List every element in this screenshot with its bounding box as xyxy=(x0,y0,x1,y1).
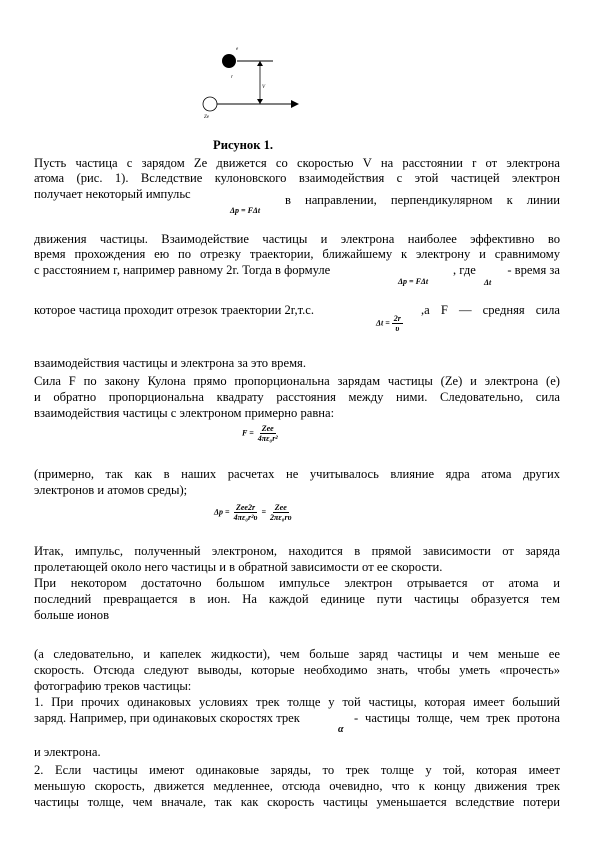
formula-force-den: 4πε₀r² xyxy=(257,434,278,443)
formula-dt-den: υ xyxy=(395,324,400,333)
formula-dt xyxy=(376,314,403,333)
figure-label-r: r xyxy=(231,75,233,80)
paragraph-4-line-4: последний превращается в ион. На каждой единице пути частицы образуется тем xyxy=(34,592,560,606)
paragraph-5-line-5a: заряд. Например, при одинаковых скоростях трек xyxy=(34,711,300,725)
paragraph-5-line-3: фотографию треков частицы: xyxy=(34,679,192,693)
formula-dp-2: Δp = FΔt xyxy=(398,277,429,286)
formula-force xyxy=(242,424,280,443)
figure-label-ze: Ze xyxy=(204,115,209,120)
formula-force-num: Zee xyxy=(261,424,274,433)
alpha-symbol: α xyxy=(338,724,344,735)
formula-dt-num: 2r xyxy=(393,314,401,323)
paragraph-5-line-4: 1. При прочих одинаковых условиях трек толще у той частицы, которая имеет больший xyxy=(34,695,560,709)
paragraph-5-line-6: и электрона. xyxy=(34,745,101,759)
paragraph-3-line-2: электронов и атомов среды); xyxy=(34,483,188,497)
paragraph-1-line-5: время прохождения ею по отрезку траектории, ближайшему к электрону и сравнимому xyxy=(34,247,560,261)
formula-momentum-fraction-2 xyxy=(268,503,293,522)
paragraph-1-line-4: движения частицы. Взаимодействие частицы и электрона наиболее эффективно во xyxy=(34,232,560,246)
paragraph-5-line-5b: - частицы толще, чем трек протона xyxy=(354,711,560,725)
paragraph-1-line-8: взаимодействия частицы и электрона за это время. xyxy=(34,356,306,370)
figure-label-v: V xyxy=(262,85,266,90)
formula-force-fraction xyxy=(256,424,280,443)
paragraph-2-line-3: взаимодействия частицы с электроном примерно равна: xyxy=(34,406,335,420)
formula-momentum-equals: = xyxy=(261,507,267,517)
formula-momentum-num-2: Zee xyxy=(274,503,287,512)
paragraph-1-line-6a: с расстоянием r, например равному 2r. Тогда в формуле xyxy=(34,263,331,277)
formula-momentum-den-1: 4πε₀r²υ xyxy=(233,513,258,522)
formula-dt-symbol: Δt xyxy=(484,278,492,287)
paragraph-1-line-6c: - время за xyxy=(507,263,560,277)
paragraph-4-line-2: пролетающей около него частицы и в обратной зависимости от ее скорости. xyxy=(34,560,443,574)
paragraph-1-line-7a: которое частица проходит отрезок траектории 2r,т.с. xyxy=(34,303,315,317)
paragraph-2-line-2: и обратно пропорциональна квадрату расстояния между ними. Следовательно, сила xyxy=(34,390,560,404)
formula-momentum-lhs: Δp = xyxy=(214,507,230,517)
distance-arrow-down xyxy=(257,99,263,104)
paragraph-4-line-3: При некотором достаточно большом импульсе электрон отрывается от атома и xyxy=(34,576,560,590)
formula-force-lhs: F = xyxy=(242,428,254,438)
paragraph-1-line-7b: ,а F — средняя сила xyxy=(421,303,560,317)
paragraph-1-line-2: атома (рис. 1). Вследствие кулоновского взаимодействия с этой частицей электрон xyxy=(34,171,560,185)
paragraph-5-line-2: скорость. Отсюда следуют выводы, которые необходимо знать, чтобы уметь «прочесть» xyxy=(34,663,560,677)
figure-1-diagram xyxy=(195,40,305,125)
paragraph-5-line-9: частицы толще, чем вначале, так как скорость частицы уменьшается вследствие потери xyxy=(34,795,560,809)
paragraph-4-line-1: Итак, импульс, полученный электроном, находится в прямой зависимости от заряда xyxy=(34,544,560,558)
electron-dot xyxy=(222,54,236,68)
distance-arrow-up xyxy=(257,61,263,66)
formula-momentum-den-2: 2πε₀rυ xyxy=(270,513,292,522)
paragraph-5-line-7: 2. Если частицы имеют одинаковые заряды, то трек толще у той, которая имеет xyxy=(34,763,560,777)
paragraph-1-line-1: Пусть частица с зарядом Ze движется со скоростью V на расстоянии r от электрона xyxy=(34,156,560,170)
paragraph-5-line-1: (а следовательно, и капелек жидкости), чем больше заряд частицы и чем меньше ее xyxy=(34,647,560,661)
paragraph-2-line-1: Сила F по закону Кулона прямо пропорциональна зарядам частицы (Ze) и электрона (e) xyxy=(34,374,560,388)
paragraph-1-line-3a: получает некоторый импульс xyxy=(34,187,191,201)
paragraph-4-line-5: больше ионов xyxy=(34,608,110,622)
formula-momentum-fraction-1 xyxy=(232,503,260,522)
paragraph-1-line-6b: , где xyxy=(453,263,476,277)
formula-dp-1: Δp = FΔt xyxy=(230,206,261,215)
paragraph-5-line-8: меньшую скорость, движется медленнее, отсюда очевидно, что к концу движения трек xyxy=(34,779,560,793)
formula-dt-fraction xyxy=(392,314,403,333)
formula-dt-lhs: Δt = xyxy=(376,318,390,328)
figure-caption: Рисунок 1. xyxy=(213,138,274,152)
trajectory-arrowhead xyxy=(291,100,299,108)
figure-label-e: e xyxy=(236,47,239,52)
formula-momentum xyxy=(214,503,293,522)
paragraph-3-line-1: (примерно, так как в наших расчетах не учитывалось влияние ядра атома других xyxy=(34,467,560,481)
particle-circle xyxy=(203,97,217,111)
paragraph-1-line-3b: в направлении, перпендикулярном к линии xyxy=(285,193,560,207)
formula-momentum-num-1: Zee2r xyxy=(235,503,256,512)
